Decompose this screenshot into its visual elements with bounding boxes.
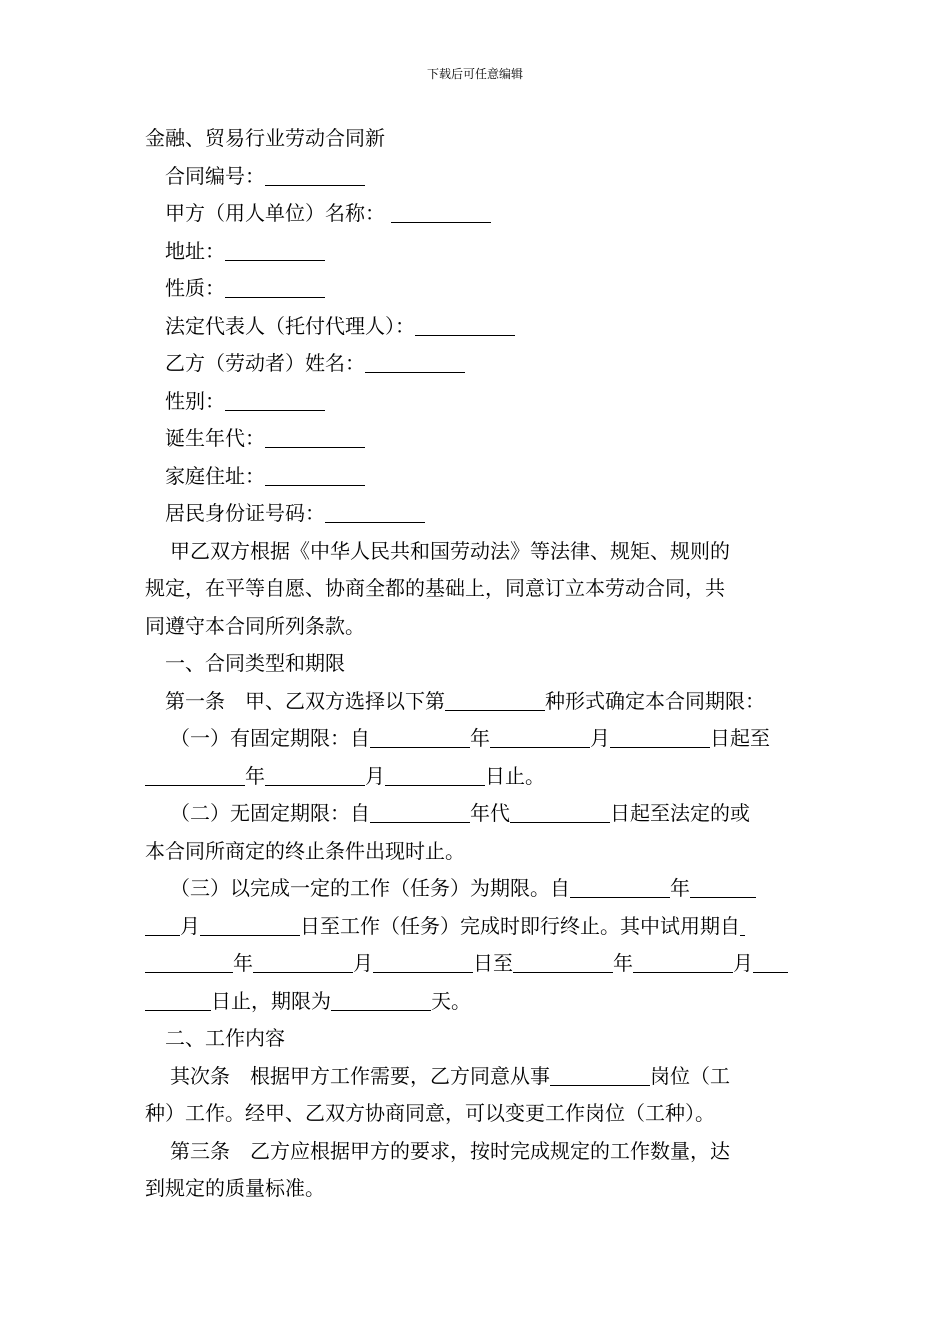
- blank-line: [610, 725, 710, 748]
- term-text: 年: [670, 876, 690, 900]
- blank-line: [370, 800, 470, 823]
- article-1: [145, 683, 810, 721]
- field-id-no: [145, 495, 810, 533]
- blank-line: [550, 1063, 650, 1086]
- field-label: 家庭住址：: [165, 463, 265, 488]
- term-text: （一）有固定期限：自: [170, 726, 370, 750]
- field-nature: [145, 270, 810, 308]
- term-text: 月: [365, 763, 385, 788]
- blank-line: [570, 875, 670, 898]
- term-2-line-2: 本合同所商定的终止条件出现时止。: [145, 838, 465, 863]
- field-party-b-name: [145, 345, 810, 383]
- blank-line: [385, 763, 485, 786]
- blank-line: [145, 950, 233, 973]
- blank-line: [325, 500, 425, 523]
- term-text: 年代: [470, 801, 510, 825]
- blank-line: [370, 725, 470, 748]
- section-2-heading: 二、工作内容: [165, 1026, 285, 1050]
- term-text: 日止。: [485, 763, 545, 788]
- field-label: 合同编号：: [165, 163, 265, 188]
- article-3-line-1: 第三条 乙方应根据甲方的要求，按时完成规定的工作数量，达: [170, 1138, 730, 1163]
- intro-line-3: 同遵守本合同所列条款。: [145, 613, 365, 638]
- field-gender: [145, 383, 810, 421]
- term-text: 月: [733, 951, 753, 975]
- term-1-line-2: [145, 758, 810, 796]
- header-note: 下载后可任意编辑: [426, 67, 523, 81]
- field-contract-no: [145, 158, 810, 196]
- field-label: 诞生年代：: [165, 426, 265, 450]
- blank-line: [265, 163, 365, 186]
- term-text: 天。: [431, 988, 471, 1013]
- blank-line: [445, 688, 545, 711]
- section-1-heading: 一、合同类型和期限: [165, 651, 345, 675]
- term-text: （三）以完成一定的工作（任务）为期限。自: [170, 876, 570, 900]
- blank-line: [265, 763, 365, 786]
- term-text: 日起至法定的或: [610, 801, 750, 825]
- blank-line: [253, 950, 353, 973]
- term-text: 日起至: [710, 726, 770, 750]
- article-text: 岗位（工: [650, 1063, 730, 1088]
- blank-line: [490, 725, 590, 748]
- term-text: 年: [613, 951, 633, 975]
- term-3-line-3: [145, 945, 810, 983]
- blank-line: [265, 463, 365, 486]
- field-label: 甲方（用人单位）名称：: [165, 201, 385, 225]
- article-2-line-2: 种）工作。经甲、乙双方协商同意，可以变更工作岗位（工种）。: [145, 1101, 715, 1125]
- blank-line: [510, 800, 610, 823]
- blank-line: [200, 913, 300, 936]
- field-legal-rep: [145, 308, 810, 346]
- blank-line: [740, 913, 745, 936]
- document-title: 金融、贸易行业劳动合同新: [145, 126, 385, 150]
- field-label: 性别：: [165, 388, 225, 413]
- term-text: 年: [233, 951, 253, 975]
- article-text: 第一条 甲、乙双方选择以下第: [165, 688, 445, 713]
- blank-line: [753, 950, 788, 973]
- term-3-line-4: [145, 983, 810, 1021]
- blank-line: [145, 763, 245, 786]
- field-home-address: [145, 458, 810, 496]
- blank-line: [391, 200, 491, 223]
- blank-line: [265, 425, 365, 448]
- intro-line-2: 规定，在平等自愿、协商全都的基础上，同意订立本劳动合同，共: [145, 576, 725, 600]
- term-text: 月: [180, 913, 200, 938]
- blank-line: [633, 950, 733, 973]
- blank-line: [145, 913, 180, 936]
- term-3-line-2: [145, 908, 810, 946]
- field-label: 居民身份证号码：: [165, 501, 325, 525]
- blank-line: [513, 950, 613, 973]
- term-text: 日至工作（任务）完成时即行终止。其中试用期自: [300, 913, 740, 938]
- term-text: 月: [353, 951, 373, 975]
- term-2-line-1: [145, 795, 810, 833]
- blank-line: [331, 988, 431, 1011]
- document-body: [145, 120, 810, 1208]
- field-label: 法定代表人（托付代理人）：: [165, 313, 415, 338]
- blank-line: [365, 350, 465, 373]
- article-text: 其次条 根据甲方工作需要，乙方同意从事: [170, 1063, 550, 1088]
- field-label: 乙方（劳动者）姓名：: [165, 351, 365, 375]
- term-text: 日至: [473, 951, 513, 975]
- term-text: （二）无固定期限：自: [170, 801, 370, 825]
- article-2-line-1: [145, 1058, 810, 1096]
- term-3-line-1: [145, 870, 810, 908]
- term-text: 年: [470, 726, 490, 750]
- article-text: 种形式确定本合同期限：: [545, 688, 765, 713]
- field-party-a-name: [145, 195, 810, 233]
- term-text: 日止，期限为: [211, 988, 331, 1013]
- blank-line: [225, 275, 325, 298]
- intro-line-1: 甲乙双方根据《中华人民共和国劳动法》等法律、规矩、规则的: [170, 538, 730, 563]
- term-text: 年: [245, 763, 265, 788]
- blank-line: [415, 313, 515, 336]
- term-1-line-1: [145, 720, 810, 758]
- term-text: 月: [590, 726, 610, 750]
- field-address: [145, 233, 810, 271]
- field-label: 性质：: [165, 276, 225, 300]
- blank-line: [225, 238, 325, 261]
- blank-line: [373, 950, 473, 973]
- field-birth: [145, 420, 810, 458]
- blank-line: [225, 388, 325, 411]
- blank-line: [145, 988, 211, 1011]
- article-3-line-2: 到规定的质量标准。: [145, 1176, 325, 1200]
- blank-line: [690, 875, 756, 898]
- field-label: 地址：: [165, 238, 225, 263]
